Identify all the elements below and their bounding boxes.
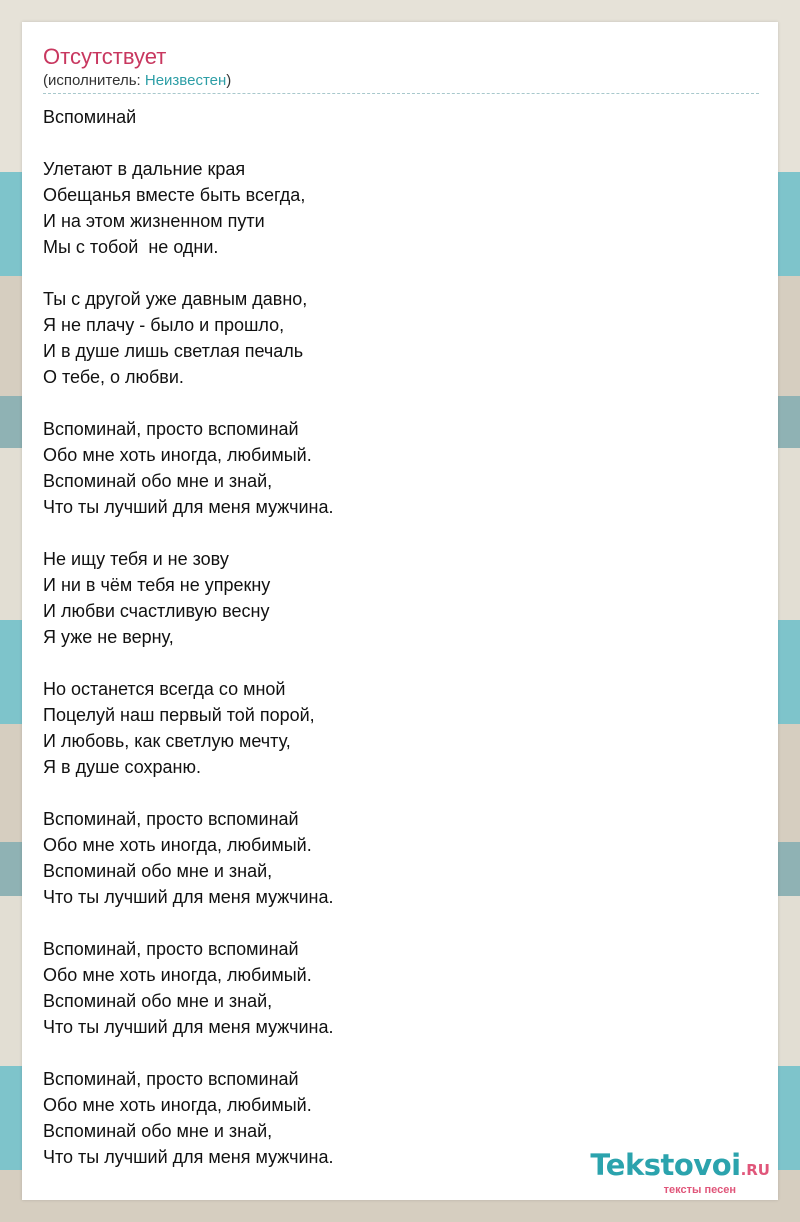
artist-prefix: (исполнитель: bbox=[43, 72, 145, 89]
lyrics-line: Что ты лучший для меня мужчина. bbox=[43, 1147, 334, 1167]
lyrics-line: И на этом жизненном пути bbox=[43, 211, 265, 231]
lyrics-blank-line bbox=[43, 520, 743, 546]
lyrics-line: Что ты лучший для меня мужчина. bbox=[43, 887, 334, 907]
lyrics-line: Вспоминай, просто вспоминай bbox=[43, 939, 299, 959]
lyrics-blank-line bbox=[43, 130, 743, 156]
lyrics-blank-line bbox=[43, 1040, 743, 1066]
lyrics-line: Поцелуй наш первый той порой, bbox=[43, 705, 315, 725]
lyrics-line: Вспоминай, просто вспоминай bbox=[43, 809, 299, 829]
song-title: Отсутствует bbox=[43, 44, 167, 69]
lyrics-line: Вспоминай, просто вспоминай bbox=[43, 419, 299, 439]
lyrics-line: Улетают в дальние края bbox=[43, 159, 246, 179]
lyrics-text bbox=[43, 104, 743, 1170]
lyrics-card bbox=[22, 22, 778, 1200]
lyrics-line: Обо мне хоть иногда, любимый. bbox=[43, 1095, 312, 1115]
lyrics-line: Вспоминай обо мне и знай, bbox=[43, 1121, 273, 1141]
logo-tagline: тексты песен bbox=[663, 1184, 736, 1196]
lyrics-line: Я уже не верну, bbox=[43, 627, 174, 647]
lyrics-line: Не ищу тебя и не зову bbox=[43, 549, 229, 569]
lyrics-line: О тебе, о любви. bbox=[43, 367, 184, 387]
lyrics-line: Вспоминай обо мне и знай, bbox=[43, 991, 273, 1011]
logo-wordmark bbox=[590, 1149, 770, 1186]
lyrics-line: Что ты лучший для меня мужчина. bbox=[43, 1017, 334, 1037]
divider bbox=[43, 93, 759, 94]
lyrics-blank-line bbox=[43, 260, 743, 286]
artist-link[interactable]: Неизвестен bbox=[144, 72, 227, 89]
lyrics-blank-line bbox=[43, 910, 743, 936]
lyrics-line: Вспоминай обо мне и знай, bbox=[43, 471, 273, 491]
lyrics-line: Мы с тобой не одни. bbox=[43, 237, 219, 257]
lyrics-line: Обо мне хоть иногда, любимый. bbox=[43, 965, 312, 985]
lyrics-line: И любви счастливую весну bbox=[43, 601, 270, 621]
lyrics-line: Обо мне хоть иногда, любимый. bbox=[43, 445, 312, 465]
lyrics-blank-line bbox=[43, 390, 743, 416]
lyrics-line: И ни в чём тебя не упрекну bbox=[43, 575, 271, 595]
lyrics-line: Обо мне хоть иногда, любимый. bbox=[43, 835, 312, 855]
lyrics-line: Вспоминай обо мне и знай, bbox=[43, 861, 273, 881]
artist-line bbox=[43, 71, 231, 91]
lyrics-line: И любовь, как светлую мечту, bbox=[43, 731, 291, 751]
artist-suffix: ) bbox=[226, 72, 232, 89]
lyrics-line: Ты с другой уже давным давно, bbox=[43, 289, 308, 309]
lyrics-line: Я не плачу - было и прошло, bbox=[43, 315, 285, 335]
lyrics-line: И в душе лишь светлая печаль bbox=[43, 341, 304, 361]
logo-name: Tekstovoi bbox=[590, 1148, 741, 1182]
site-logo[interactable] bbox=[590, 1149, 770, 1196]
lyrics-blank-line bbox=[43, 650, 743, 676]
lyrics-line: Но останется всегда со мной bbox=[43, 679, 286, 699]
lyrics-line: Что ты лучший для меня мужчина. bbox=[43, 497, 334, 517]
lyrics-line: Вспоминай bbox=[43, 107, 137, 127]
lyrics-line: Обещанья вместе быть всегда, bbox=[43, 185, 306, 205]
logo-tld: .RU bbox=[740, 1161, 770, 1179]
lyrics-line: Вспоминай, просто вспоминай bbox=[43, 1069, 299, 1089]
lyrics-line: Я в душе сохраню. bbox=[43, 757, 201, 777]
lyrics-blank-line bbox=[43, 780, 743, 806]
